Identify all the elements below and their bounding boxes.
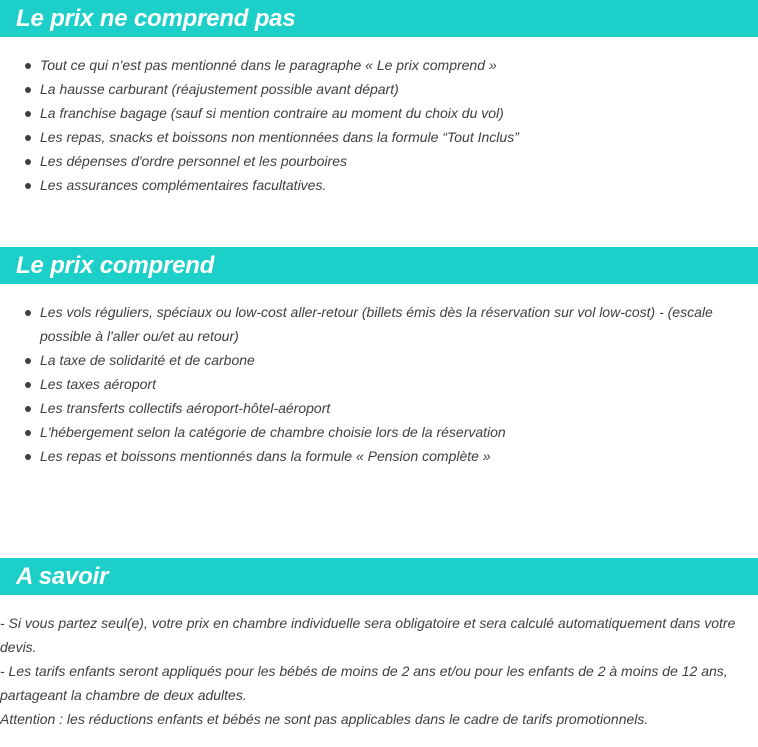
list-item: La hausse carburant (réajustement possible avant départ) xyxy=(0,77,758,101)
list-item: La franchise bagage (sauf si mention contraire au moment du choix du vol) xyxy=(0,101,758,125)
list-item: Les dépenses d'ordre personnel et les pourboires xyxy=(0,149,758,173)
section-title: Le prix comprend xyxy=(16,251,215,279)
excludes-list xyxy=(0,53,758,197)
notes-body xyxy=(0,611,758,731)
note-paragraph: Attention : les réductions enfants et bébés ne sont pas applicables dans le cadre de tarifs promotionnels. xyxy=(0,711,649,727)
section-banner xyxy=(0,247,758,284)
list-item: La taxe de solidarité et de carbone xyxy=(0,348,758,372)
section-banner xyxy=(0,558,758,595)
list-item: Les assurances complémentaires facultatives. xyxy=(0,173,758,197)
section-banner xyxy=(0,0,758,37)
list-item: Les transferts collectifs aéroport-hôtel-aéroport xyxy=(0,396,758,420)
list-item: Les repas, snacks et boissons non mentionnées dans la formule “Tout Inclus” xyxy=(0,125,758,149)
list-item: Les taxes aéroport xyxy=(0,372,758,396)
note-paragraph: - Les tarifs enfants seront appliqués pour les bébés de moins de 2 ans et/ou pour les enfants de 2 à moins de 12 ans, partageant la chambre de deux adultes. xyxy=(0,663,728,703)
list-item: Tout ce qui n'est pas mentionné dans le paragraphe « Le prix comprend » xyxy=(0,53,758,77)
section-title: Le prix ne comprend pas xyxy=(16,4,296,32)
list-item: Les repas et boissons mentionnés dans la formule « Pension complète » xyxy=(0,444,758,468)
section-price-includes xyxy=(0,247,758,468)
section-price-excludes xyxy=(0,0,758,197)
list-item: L'hébergement selon la catégorie de chambre choisie lors de la réservation xyxy=(0,420,758,444)
note-paragraph: - Si vous partez seul(e), votre prix en chambre individuelle sera obligatoire et sera calculé automatiquement dans votre devis. xyxy=(0,615,736,655)
includes-list xyxy=(0,300,758,468)
section-good-to-know xyxy=(0,558,758,731)
section-title: A savoir xyxy=(16,562,109,590)
list-item: Les vols réguliers, spéciaux ou low-cost aller-retour (billets émis dès la réservation sur vol low-cost) - (escale possible à l'aller ou/et au retour) xyxy=(0,300,758,348)
